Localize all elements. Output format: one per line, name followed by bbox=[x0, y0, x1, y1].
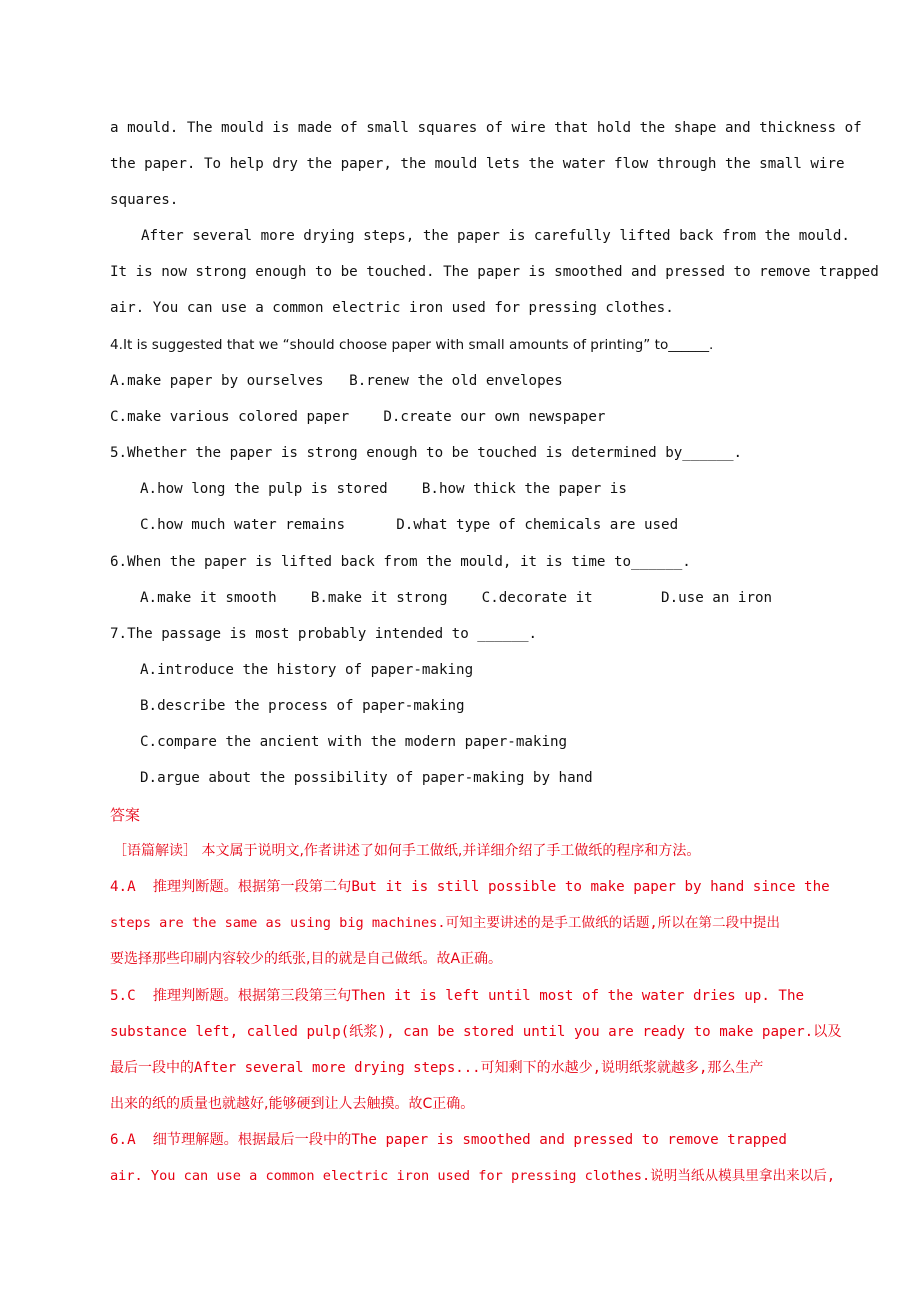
passage-p3-line-1: a mould. The mould is made of small squares of wire that hold the shape and thickness of bbox=[110, 120, 862, 136]
question-7-stem: 7.The passage is most probably intended to ______. bbox=[110, 626, 538, 642]
answer-5-line-3: 最后一段中的After several more drying steps...可知剩下的水越少,说明纸浆就越多,那么生产 bbox=[110, 1060, 764, 1076]
question-7-option-a: A.introduce the history of paper-making bbox=[140, 662, 474, 678]
question-4-options-cd: C.make various colored paper D.create our own newspaper bbox=[110, 409, 606, 425]
answer-5-line-2: substance left, called pulp(纸浆), can be stored until you are ready to make paper.以及 bbox=[110, 1024, 842, 1040]
question-7-option-d: D.argue about the possibility of paper-making by hand bbox=[140, 770, 593, 786]
answer-heading: 答案 bbox=[110, 806, 141, 824]
question-7-option-b: B.describe the process of paper-making bbox=[140, 698, 465, 714]
passage-p4-line-2: It is now strong enough to be touched. The paper is smoothed and pressed to remove trapped bbox=[110, 264, 879, 280]
question-5-stem: 5.Whether the paper is strong enough to be touched is determined by______. bbox=[110, 445, 743, 461]
question-4-stem: 4.It is suggested that we “should choose paper with small amounts of printing” to______. bbox=[110, 337, 714, 353]
passage-p4-line-3: air. You can use a common electric iron used for pressing clothes. bbox=[110, 300, 674, 316]
answer-5-line-4: 出来的纸的质量也就越好,能够硬到让人去触摸。故C正确。 bbox=[110, 1096, 475, 1112]
question-6-options: A.make it smooth B.make it strong C.decorate it D.use an iron bbox=[140, 590, 773, 606]
answer-4-line-3: 要选择那些印刷内容较少的纸张,目的就是自己做纸。故A正确。 bbox=[110, 951, 503, 967]
answer-4-line-1: 4.A 推理判断题。根据第一段第二句But it is still possible to make paper by hand since the bbox=[110, 879, 830, 895]
passage-interpretation: ［语篇解读］ 本文属于说明文,作者讲述了如何手工做纸,并详细介绍了手工做纸的程序和方法。 bbox=[113, 843, 701, 859]
passage-p4-line-1: After several more drying steps, the paper is carefully lifted back from the mould. bbox=[141, 228, 850, 244]
question-4-options-ab: A.make paper by ourselves B.renew the old envelopes bbox=[110, 373, 563, 389]
passage-p3-line-3: squares. bbox=[110, 192, 179, 208]
question-5-options-ab: A.how long the pulp is stored B.how thick the paper is bbox=[140, 481, 627, 497]
question-7-option-c: C.compare the ancient with the modern paper-making bbox=[140, 734, 568, 750]
passage-p3-line-2: the paper. To help dry the paper, the mould lets the water flow through the small wire bbox=[110, 156, 845, 172]
answer-6-line-1: 6.A 细节理解题。根据最后一段中的The paper is smoothed and pressed to remove trapped bbox=[110, 1132, 787, 1148]
question-5-options-cd: C.how much water remains D.what type of chemicals are used bbox=[140, 517, 679, 533]
answer-4-line-2: steps are the same as using big machines.可知主要讲述的是手工做纸的话题,所以在第二段中提出 bbox=[110, 915, 780, 931]
answer-6-line-2: air. You can use a common electric iron used for pressing clothes.说明当纸从模具里拿出来以后, bbox=[110, 1168, 836, 1184]
question-6-stem: 6.When the paper is lifted back from the mould, it is time to______. bbox=[110, 554, 691, 570]
answer-5-line-1: 5.C 推理判断题。根据第三段第三句Then it is left until most of the water dries up. The bbox=[110, 988, 805, 1004]
